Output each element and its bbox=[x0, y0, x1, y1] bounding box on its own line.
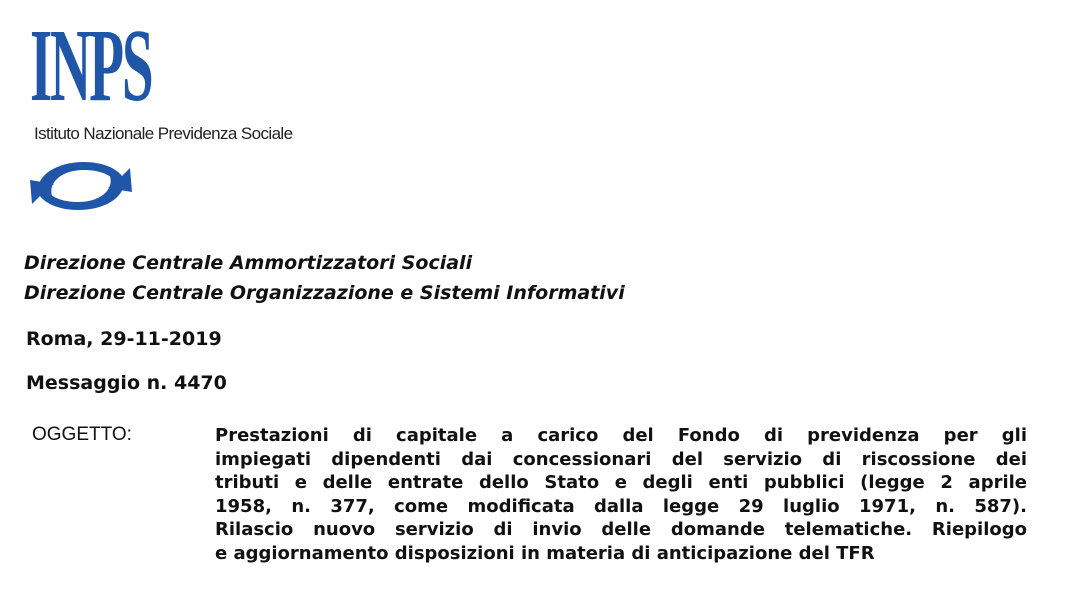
subject-line: Prestazioni di capitale a carico del Fondo di previdenza per gli bbox=[215, 425, 1027, 446]
subject-line: impiegati dipendenti dai concessionari del servizio di riscossione dei bbox=[215, 448, 1027, 470]
subject-text bbox=[215, 424, 1027, 565]
directorate-line: Direzione Centrale Ammortizzatori Sociali bbox=[24, 252, 473, 274]
subject-line: e aggiornamento disposizioni in materia di anticipazione del TFR bbox=[215, 542, 875, 564]
subject-line: Rilascio nuovo servizio di invio delle domande telematiche. Riepilogo bbox=[215, 519, 1027, 540]
inps-emblem-icon bbox=[22, 152, 140, 220]
institute-name: Istituto Nazionale Previdenza Sociale bbox=[34, 124, 293, 143]
document-date: Roma, 29-11-2019 bbox=[26, 328, 222, 350]
subject-line: tributi e delle entrate dello Stato e degli enti pubblici (legge 2 aprile bbox=[215, 472, 1027, 493]
subject-line: 1958, n. 377, come modificata dalla legge 29 luglio 1971, n. 587). bbox=[215, 495, 1027, 517]
directorate-line: Direzione Centrale Organizzazione e Sistemi Informativi bbox=[24, 282, 625, 304]
logo-wordmark: INPS bbox=[30, 8, 152, 123]
message-number: Messaggio n. 4470 bbox=[26, 372, 227, 394]
subject-label: OGGETTO: bbox=[32, 424, 132, 445]
